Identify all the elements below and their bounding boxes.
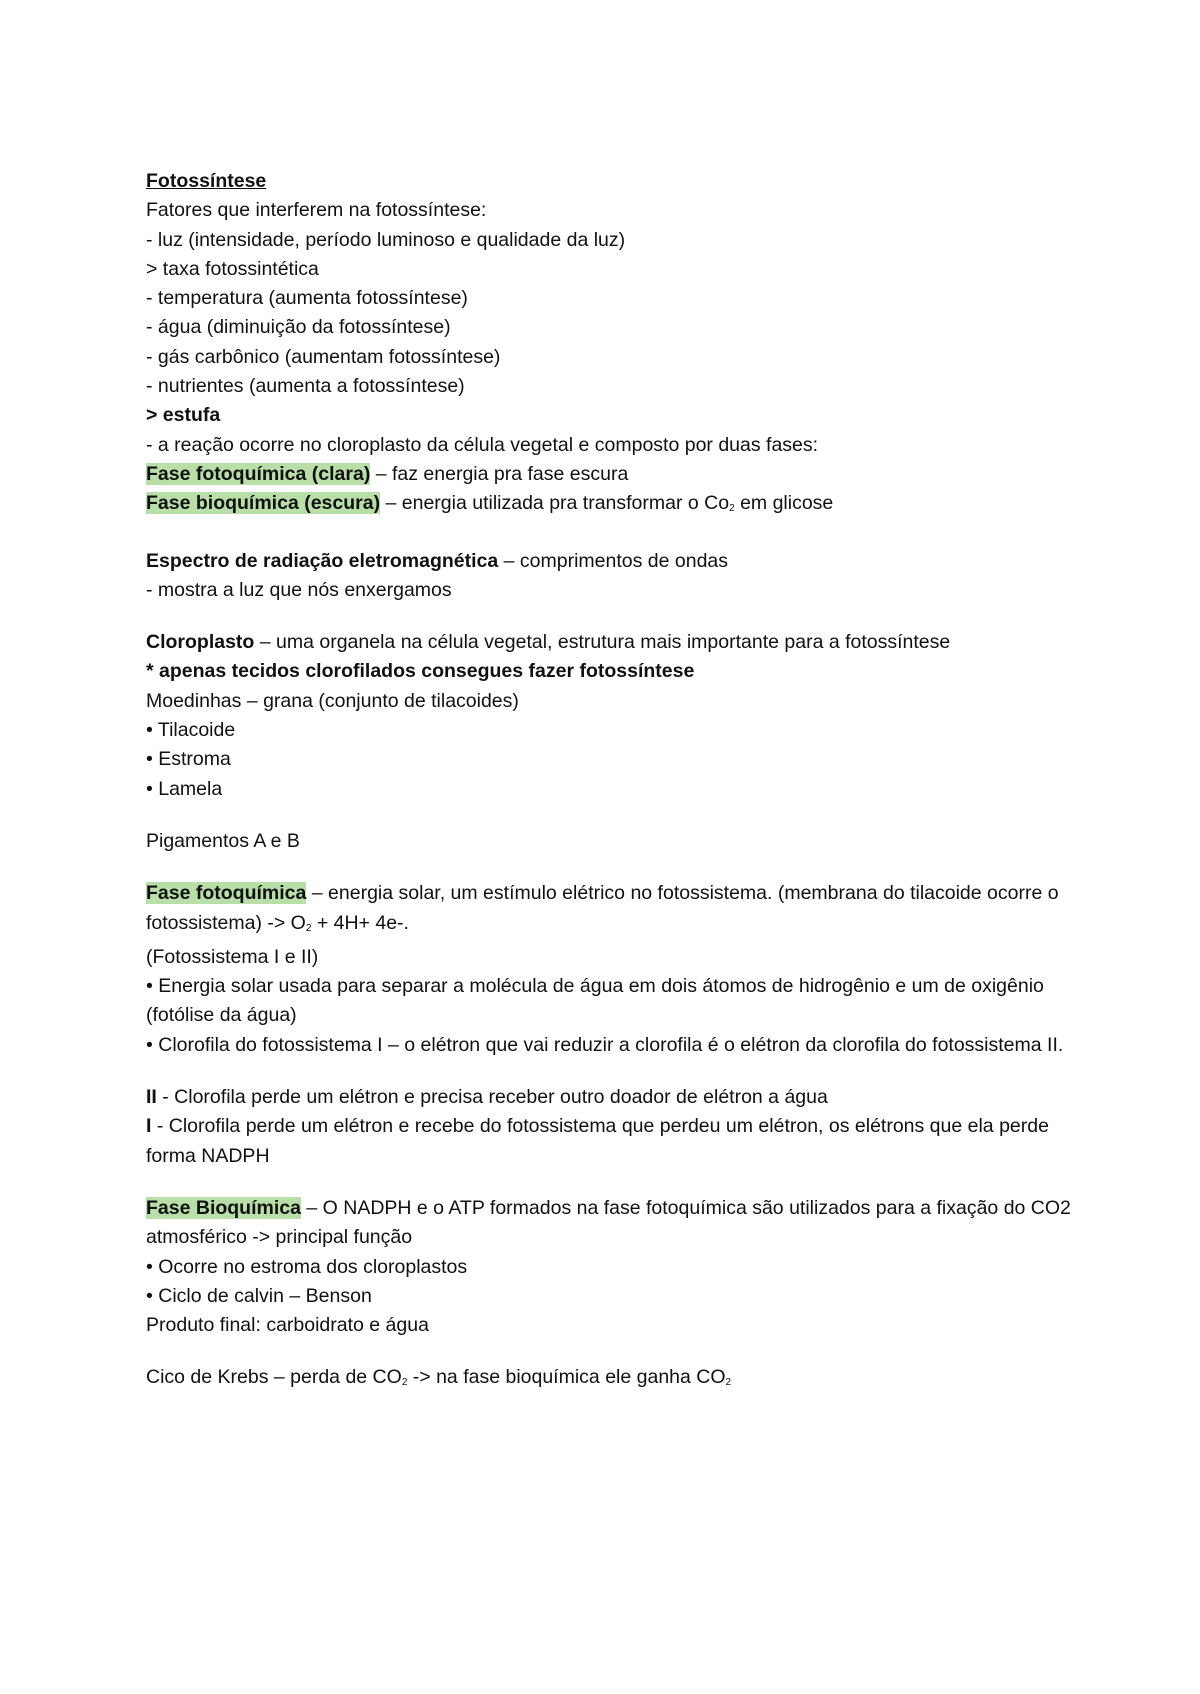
bullet-clorofila: • Clorofila do fotossistema I – o elétron que vai reduzir a clorofila é o elétron da clorofila do fotossistema II. [146, 1033, 1064, 1056]
bullet-energia-solar: • Energia solar usada para separar a molécula de água em dois átomos de hidrogênio e um de oxigênio (fotólise da água) [146, 975, 1044, 1027]
bullet-lamela: • Lamela [146, 777, 223, 800]
produto-final: Produto final: carboidrato e água [146, 1314, 429, 1337]
fase-fotoquimica-text: – energia solar, um estímulo elétrico no fotossistema. (membrana do tilacoide ocorre o fotossistema) -> O [146, 882, 1059, 934]
i-text: - Clorofila perde um elétron e recebe do fotossistema que perdeu um elétron, os elétrons que ela perde forma NADPH [146, 1115, 1049, 1167]
fase-bioquimica-label: Fase Bioquímica [146, 1196, 301, 1219]
cloroplasto-label: Cloroplasto [146, 631, 255, 654]
fator-gas-carbonico: - gás carbônico (aumentam fotossíntese) [146, 345, 501, 368]
paragraph-gap [146, 856, 1076, 879]
document-body [146, 167, 1076, 1398]
fase-bioquimica-text: – O NADPH e o ATP formados na fase fotoquímica são utilizados para a fixação do CO2 atmosférico -> principal função [146, 1196, 1071, 1249]
paragraph-gap [146, 605, 1076, 628]
taxa-fotossintetica: > taxa fotossintética [146, 257, 319, 280]
paragraph-gap [146, 1060, 1076, 1083]
fator-temperatura: - temperatura (aumenta fotossíntese) [146, 287, 468, 310]
ii-text: - Clorofila perde um elétron e precisa receber outro doador de elétron a água [156, 1086, 828, 1109]
fase-bioquimica-escura-line [146, 489, 1076, 523]
estufa-note: > estufa [146, 404, 221, 427]
subscript: 2 [401, 1377, 408, 1389]
fator-agua: - água (diminuição da fotossíntese) [146, 316, 451, 339]
bullet-ocorre: • Ocorre no estroma dos cloroplastos [146, 1255, 468, 1278]
fase-fotoquimica-clara-line [146, 460, 1076, 489]
tecidos-note: * apenas tecidos clorofilados consegues fazer fotossíntese [146, 660, 695, 683]
subscript: 2 [729, 503, 735, 515]
cloroplasto-text: – uma organela na célula vegetal, estrutura mais importante para a fotossíntese [254, 631, 951, 654]
fatores-heading: Fatores que interferem na fotossíntese: [146, 199, 487, 222]
bullet-estroma: • Estroma [146, 748, 231, 771]
krebs-line [146, 1363, 1076, 1397]
reacao-text: - a reação ocorre no cloroplasto da célula vegetal e composto por duas fases: [146, 433, 819, 456]
paragraph-gap [146, 1340, 1076, 1363]
fase-fotoquimica-end: + 4H+ 4e-. [311, 911, 409, 934]
espectro-text: – comprimentos de ondas [498, 549, 729, 572]
fator-nutrientes: - nutrientes (aumenta a fotossíntese) [146, 375, 465, 398]
krebs-text-b: -> na fase bioquímica ele ganha CO [407, 1366, 726, 1389]
fator-luz: - luz (intensidade, período luminoso e qualidade da luz) [146, 228, 626, 251]
bullet-tilacoide: • Tilacoide [146, 719, 236, 742]
ii-label: II [146, 1086, 157, 1109]
cloroplasto-paragraph [146, 628, 1076, 657]
bullet-ciclo: • Ciclo de calvin – Benson [146, 1284, 372, 1307]
krebs-text-a: Cico de Krebs – perda de CO [146, 1366, 402, 1389]
document-title: Fotossíntese [146, 170, 267, 192]
espectro-label: Espectro de radiação eletromagnética [146, 549, 499, 572]
subscript: 2 [725, 1377, 732, 1389]
paragraph-gap [146, 804, 1076, 827]
paragraph-gap [146, 1171, 1076, 1194]
fotossistema-text: (Fotossistema I e II) [146, 945, 319, 968]
fase-fotoquimica-clara-label: Fase fotoquímica (clara) [146, 462, 371, 485]
i-label: I [146, 1115, 152, 1138]
fase-bioquimica-escura-end: em glicose [734, 492, 834, 515]
paragraph-gap [146, 524, 1076, 547]
subscript: 2 [305, 922, 312, 934]
i-paragraph [146, 1112, 1076, 1171]
fase-fotoquimica-label: Fase fotoquímica [146, 882, 307, 905]
espectro-luz: - mostra a luz que nós enxergamos [146, 578, 452, 601]
fase-fotoquimica-clara-text: – faz energia pra fase escura [370, 462, 629, 485]
fase-bioquimica-escura-label: Fase bioquímica (escura) [146, 492, 381, 515]
moedinhas-text: Moedinhas – grana (conjunto de tilacoides) [146, 689, 519, 712]
fase-bioquimica-paragraph [146, 1194, 1076, 1253]
fase-bioquimica-escura-text: – energia utilizada pra transformar o Co [380, 492, 730, 515]
espectro-line [146, 547, 1076, 576]
pigmentos-text: Pigamentos A e B [146, 829, 300, 852]
ii-line [146, 1083, 1076, 1112]
fase-fotoquimica-paragraph [146, 879, 1076, 943]
